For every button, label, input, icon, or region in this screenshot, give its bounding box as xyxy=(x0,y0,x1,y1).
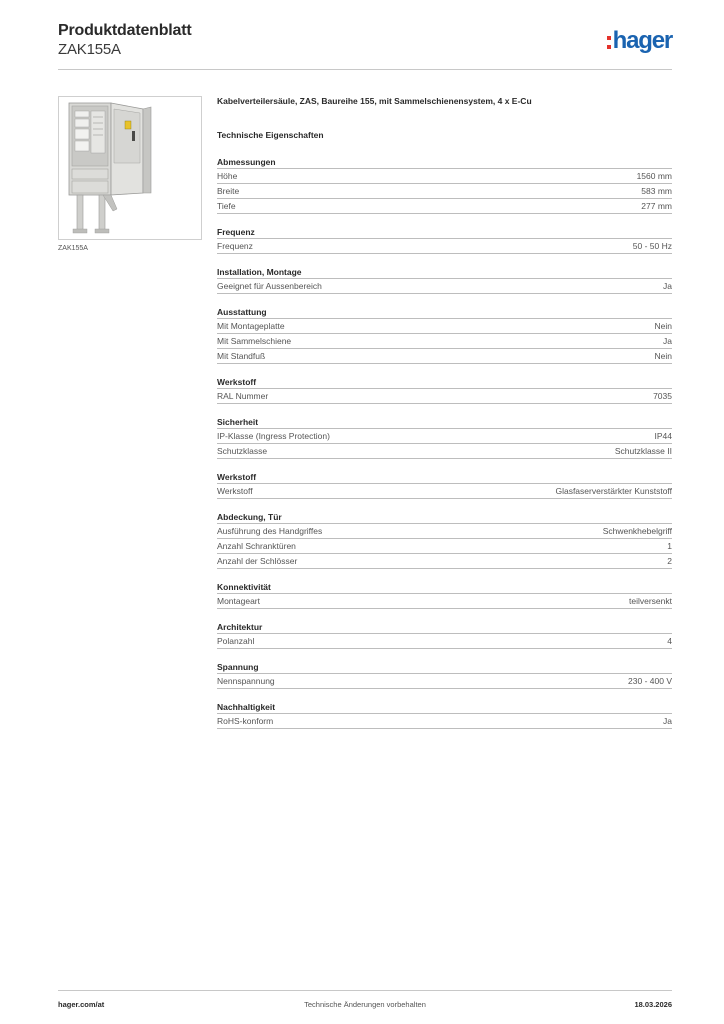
property-label: Montageart xyxy=(217,596,260,606)
section-title: Werkstoff xyxy=(217,376,672,389)
page-footer xyxy=(58,990,672,1014)
section-title: Spannung xyxy=(217,661,672,674)
property-section xyxy=(217,226,672,254)
property-label: Mit Standfuß xyxy=(217,351,266,361)
product-description: Kabelverteilersäule, ZAS, Baureihe 155, mit Sammelschienensystem, 4 x E-Cu xyxy=(217,96,532,106)
property-label: Höhe xyxy=(217,171,238,181)
section-title: Abmessungen xyxy=(217,156,672,169)
property-value: 583 mm xyxy=(641,186,672,196)
property-value: 230 - 400 V xyxy=(628,676,672,686)
property-row xyxy=(217,634,672,649)
section-title: Architektur xyxy=(217,621,672,634)
property-value: Nein xyxy=(654,321,672,331)
property-row xyxy=(217,199,672,214)
property-row xyxy=(217,389,672,404)
property-section xyxy=(217,306,672,364)
logo-dots-icon xyxy=(607,36,611,49)
property-label: Anzahl der Schlösser xyxy=(217,556,298,566)
property-label: Nennspannung xyxy=(217,676,275,686)
property-value: Glasfaserverstärkter Kunststoff xyxy=(555,486,672,496)
property-label: Breite xyxy=(217,186,240,196)
properties-heading: Technische Eigenschaften xyxy=(217,130,324,140)
property-row xyxy=(217,444,672,459)
section-title: Installation, Montage xyxy=(217,266,672,279)
section-title: Sicherheit xyxy=(217,416,672,429)
property-row xyxy=(217,279,672,294)
property-label: RAL Nummer xyxy=(217,391,269,401)
property-row xyxy=(217,319,672,334)
property-section xyxy=(217,471,672,499)
image-caption: ZAK155A xyxy=(58,245,88,252)
property-row xyxy=(217,554,672,569)
property-label: Tiefe xyxy=(217,201,236,211)
datasheet-content xyxy=(217,96,672,729)
property-section xyxy=(217,661,672,689)
property-value: IP44 xyxy=(654,431,672,441)
property-label: Frequenz xyxy=(217,241,253,251)
property-value: 4 xyxy=(667,636,672,646)
property-row xyxy=(217,169,672,184)
property-label: Ausführung des Handgriffes xyxy=(217,526,323,536)
property-row xyxy=(217,429,672,444)
section-title: Frequenz xyxy=(217,226,672,239)
property-row xyxy=(217,539,672,554)
property-label: Mit Montageplatte xyxy=(217,321,285,331)
page-title: Produktdatenblatt xyxy=(58,22,192,39)
footer-website-link[interactable]: hager.com/at xyxy=(58,1000,105,1009)
property-value: 277 mm xyxy=(641,201,672,211)
footer-notice: Technische Änderungen vorbehalten xyxy=(304,1000,426,1009)
property-label: Schutzklasse xyxy=(217,446,268,456)
property-row xyxy=(217,484,672,499)
property-value: 1560 mm xyxy=(636,171,672,181)
property-value: 7035 xyxy=(653,391,672,401)
property-label: Mit Sammelschiene xyxy=(217,336,292,346)
property-value: Nein xyxy=(654,351,672,361)
hager-logo[interactable] xyxy=(607,29,672,53)
property-row xyxy=(217,334,672,349)
section-title: Ausstattung xyxy=(217,306,672,319)
property-value: 2 xyxy=(667,556,672,566)
property-value: Ja xyxy=(663,336,672,346)
cable-distribution-cabinet-image xyxy=(59,97,201,239)
property-section xyxy=(217,376,672,404)
property-section xyxy=(217,701,672,729)
section-title: Abdeckung, Tür xyxy=(217,511,672,524)
property-row xyxy=(217,184,672,199)
property-section xyxy=(217,266,672,294)
property-row xyxy=(217,239,672,254)
property-value: teilversenkt xyxy=(629,596,672,606)
property-section xyxy=(217,156,672,214)
property-row xyxy=(217,674,672,689)
property-label: IP-Klasse (Ingress Protection) xyxy=(217,431,330,441)
property-value: 1 xyxy=(667,541,672,551)
product-image xyxy=(58,96,202,240)
property-label: Polanzahl xyxy=(217,636,255,646)
logo-text: hager xyxy=(612,27,672,54)
property-row xyxy=(217,594,672,609)
property-row xyxy=(217,349,672,364)
property-label: Anzahl Schranktüren xyxy=(217,541,296,551)
property-section xyxy=(217,581,672,609)
section-title: Konnektivität xyxy=(217,581,672,594)
property-value: Schutzklasse II xyxy=(614,446,672,456)
property-sections xyxy=(217,156,672,729)
property-value: Ja xyxy=(663,716,672,726)
property-section xyxy=(217,416,672,459)
property-value: Schwenkhebelgriff xyxy=(602,526,672,536)
property-label: Geeignet für Aussenbereich xyxy=(217,281,322,291)
property-row xyxy=(217,524,672,539)
property-section xyxy=(217,621,672,649)
property-label: RoHS-konform xyxy=(217,716,274,726)
section-title: Werkstoff xyxy=(217,471,672,484)
property-row xyxy=(217,714,672,729)
property-label: Werkstoff xyxy=(217,486,253,496)
property-value: Ja xyxy=(663,281,672,291)
footer-date: 18.03.2026 xyxy=(634,1000,672,1009)
section-title: Nachhaltigkeit xyxy=(217,701,672,714)
page-header xyxy=(58,20,672,70)
property-value: 50 - 50 Hz xyxy=(632,241,672,251)
product-code: ZAK155A xyxy=(58,41,121,58)
property-section xyxy=(217,511,672,569)
